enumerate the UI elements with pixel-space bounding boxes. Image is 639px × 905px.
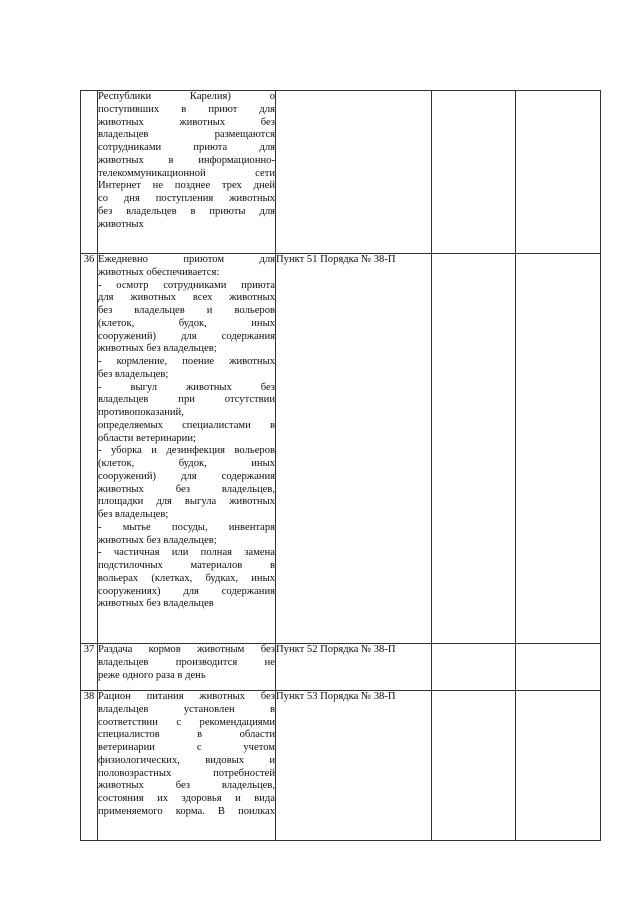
legal-reference: Пункт 53 Порядка № 38-П: [276, 691, 432, 841]
text-line: без владельцев;: [98, 509, 169, 520]
text-line: животных без владельцев,: [98, 780, 275, 792]
text-line: состояния их здоровья и вида: [98, 793, 275, 804]
text-line: площадки для выгула животных: [98, 496, 275, 508]
table-row: [81, 644, 601, 691]
text-line: животных обеспечивается:: [98, 266, 220, 278]
text-line: животных без владельцев;: [98, 534, 217, 546]
text-line: Республики Карелия) о: [98, 91, 275, 102]
table-body: [81, 91, 601, 841]
text-line: Интернет не позднее трех дней: [98, 180, 275, 192]
empty-cell: [432, 644, 516, 691]
text-line: без владельцев и вольеров: [98, 305, 275, 316]
text-line: (клеток, будок, иных: [98, 317, 275, 329]
text-line: сотрудниками приюта для: [98, 142, 275, 153]
empty-cell: [516, 691, 601, 841]
text-line: - уборка и дезинфекция вольеров: [98, 445, 275, 457]
text-line: соответствии с рекомендациями: [98, 716, 275, 728]
row-number: 37: [81, 644, 98, 691]
requirement-text: [98, 644, 276, 691]
empty-cell: [432, 91, 516, 254]
table-row: [81, 254, 601, 644]
text-line: сооружений) для содержания: [98, 470, 275, 482]
text-line: реже одного раза в день: [98, 669, 206, 681]
text-line: животных без владельцев,: [98, 483, 275, 495]
text-line: (клеток, будок, иных: [98, 458, 275, 469]
text-line: со дня поступления животных: [98, 193, 275, 204]
legal-reference: Пункт 52 Порядка № 38-П: [276, 644, 432, 691]
text-line: физиологических, видовых и: [98, 754, 275, 766]
text-line: животных без владельцев;: [98, 343, 217, 355]
text-line: без владельцев;: [98, 368, 169, 380]
text-line: животных животных без: [98, 116, 275, 128]
requirements-table: [80, 90, 601, 841]
row-number: [81, 91, 98, 254]
text-line: Рацион питания животных без: [98, 691, 275, 702]
text-line: поступивших в приют для: [98, 103, 275, 115]
text-line: владельцев при отсутствии: [98, 394, 275, 406]
scan-speck: ·: [296, 862, 298, 868]
text-line: владельцев размещаются: [98, 129, 275, 141]
text-line: владельцев установлен в: [98, 703, 275, 715]
text-line: для животных всех животных: [98, 292, 275, 304]
legal-reference: [276, 91, 432, 254]
text-line: ветеринарии с учетом: [98, 742, 275, 753]
text-line: без владельцев в приюты для: [98, 205, 275, 217]
empty-cell: [516, 644, 601, 691]
text-line: - мытье посуды, инвентаря: [98, 521, 275, 533]
text-line: определяемых специалистами в: [98, 419, 275, 431]
text-line: животных: [98, 218, 144, 230]
text-line: владельцев производится не: [98, 656, 275, 668]
text-line: животных в информационно-: [98, 154, 275, 166]
legal-reference: Пункт 51 Порядка № 38-П: [276, 254, 432, 644]
text-line: Ежедневно приютом для: [98, 254, 275, 265]
table-row: [81, 91, 601, 254]
text-line: - кормление, поение животных: [98, 356, 275, 367]
text-line: половозрастных потребностей: [98, 767, 275, 779]
empty-cell: [432, 691, 516, 841]
table-row: [81, 691, 601, 841]
requirement-text: [98, 254, 276, 644]
text-line: применяемого корма. В поилках: [98, 805, 275, 817]
scan-speck: ·: [305, 358, 307, 364]
text-line: сооружений) для содержания: [98, 330, 275, 342]
text-line: животных без владельцев: [98, 598, 214, 610]
empty-cell: [432, 254, 516, 644]
text-line: противопоказаний,: [98, 407, 184, 418]
requirement-text: [98, 91, 276, 254]
text-line: сооружениях) для содержания: [98, 585, 275, 597]
text-line: - выгул животных без: [98, 381, 275, 393]
text-line: вольерах (клетках, будках, иных: [98, 572, 275, 584]
row-number: 36: [81, 254, 98, 644]
text-line: области ветеринарии;: [98, 432, 196, 444]
row-number: 38: [81, 691, 98, 841]
text-line: подстилочных материалов в: [98, 560, 275, 571]
empty-cell: [516, 254, 601, 644]
text-line: - частичная или полная замена: [98, 547, 275, 559]
text-line: специалистов в области: [98, 729, 275, 741]
text-line: телекоммуникационной сети: [98, 167, 275, 179]
requirement-text: [98, 691, 276, 841]
text-line: Раздача кормов животным без: [98, 644, 275, 655]
empty-cell: [516, 91, 601, 254]
text-line: - осмотр сотрудниками приюта: [98, 279, 275, 291]
